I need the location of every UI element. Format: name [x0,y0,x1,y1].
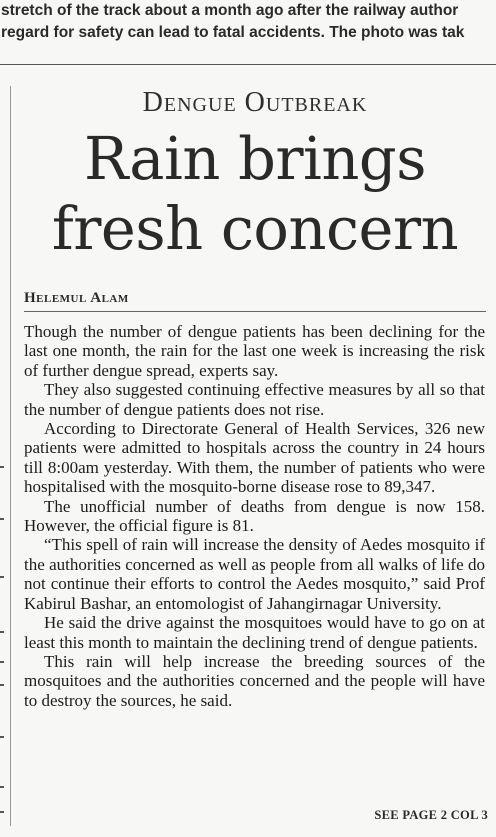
paragraph: This rain will help increase the breeding sources of the mosquitoes and the authorities concerned and the people will have to destroy the sources, he said. [24,651,485,710]
paragraph: “This spell of rain will increase the density of Aedes mosquito if the authorities concerned as well as people from all walks of life do not continue their efforts to control the Aedes mosquito,” said Prof Kabirul Bashar, an entomologist of Jahangirnagar University. [24,535,485,613]
headline-line-1: Rain brings [84,124,426,193]
caption-line-2: regard for safety can lead to fatal accidents. The photo was tak [1,24,465,41]
paragraph: They also suggested continuing effective measures by all so that the number of dengue patients does not rise. [24,380,485,419]
adjacent-column-edge [0,86,8,826]
paragraph: According to Directorate General of Health Services, 326 new patients were admitted to hospitals across the country in 24 hours till 8:00am yesterday. With them, the number of patients who were hospitalised with the mosquito-borne disease rose to 89,347. [24,419,485,497]
article-headline [24,124,486,264]
continued-jump-line[interactable]: SEE PAGE 2 COL 3 [374,808,488,822]
caption-line-1: stretch of the track about a month ago after the railway author [1,2,459,19]
paragraph: The unofficial number of deaths from dengue is now 158. However, the official figure is 81. [24,496,485,536]
article-kicker: Dengue Outbreak [142,87,368,118]
article-body [24,322,485,710]
paragraph: He said the drive against the mosquitoes would have to go on at least this month to maintain the declining trend of dengue patients. [24,613,485,652]
byline: Helemul Alam [24,290,129,306]
headline-line-2: fresh concern [51,194,459,263]
section-divider [0,64,496,65]
column-divider [10,86,11,826]
paragraph: Though the number of dengue patients has been declining for the last one month, the rain for the last one week is increasing the risk of further dengue spread, experts say. [24,322,485,380]
adjacent-photo-caption [0,0,496,44]
byline-divider [24,311,486,312]
